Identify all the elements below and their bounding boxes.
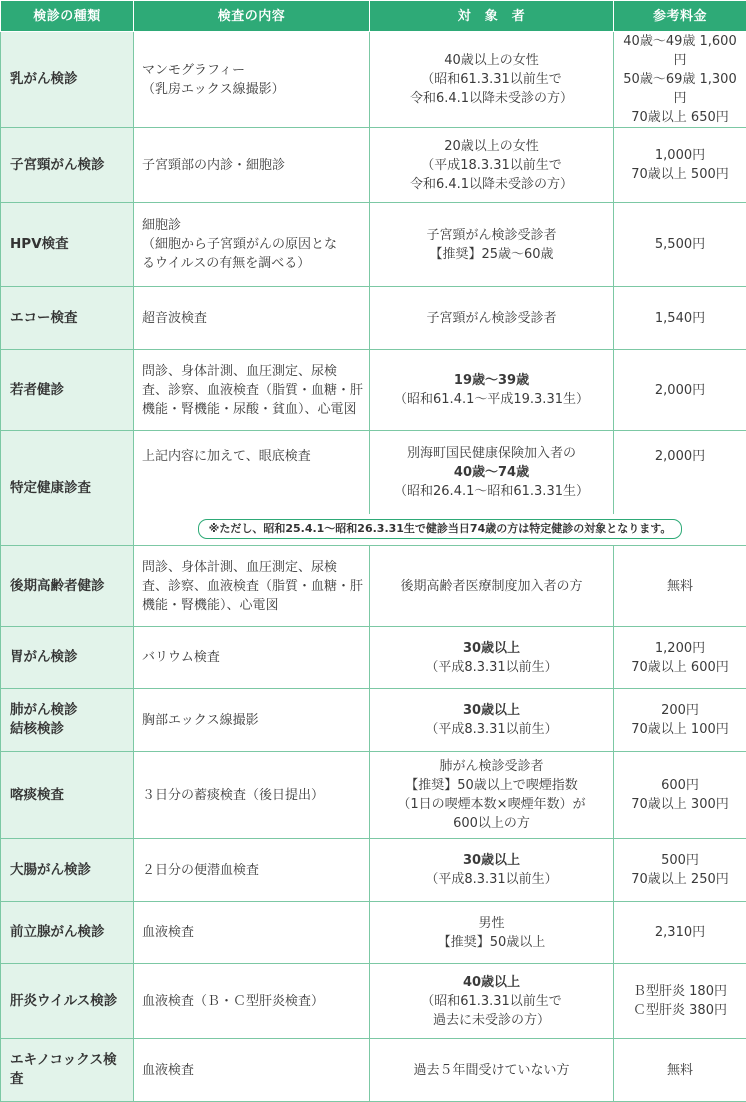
cell-line: （平成8.3.31以前生） bbox=[374, 720, 609, 739]
exam-fee-cell bbox=[614, 902, 746, 964]
cell-line: （昭和26.4.1〜昭和61.3.31生） bbox=[374, 482, 609, 501]
table-row bbox=[1, 32, 746, 128]
cell-line: 問診、身体計測、血圧測定、尿検 bbox=[142, 558, 365, 577]
cell-line: 70歳以上 650円 bbox=[618, 108, 742, 127]
cell-line: 後期高齢者健診 bbox=[10, 577, 129, 596]
exam-fee-cell bbox=[614, 32, 746, 128]
cell-line: （昭和61.3.31以前生で bbox=[374, 992, 609, 1011]
exam-content-cell bbox=[134, 1039, 370, 1102]
cell-line: 過去に未受診の方） bbox=[374, 1011, 609, 1030]
cell-line: 令和6.4.1以降未受診の方） bbox=[374, 175, 609, 194]
cell-line: ２日分の便潜血検査 bbox=[142, 861, 365, 880]
table-body bbox=[1, 32, 746, 1102]
cell-line: 子宮頸部の内診・細胞診 bbox=[142, 156, 365, 175]
cell-line: 200円 bbox=[618, 701, 742, 720]
table-row bbox=[1, 752, 746, 839]
exam-fee-cell bbox=[614, 752, 746, 839]
exam-type-cell bbox=[1, 431, 134, 546]
exam-type-cell bbox=[1, 902, 134, 964]
exam-fee-cell bbox=[614, 128, 746, 203]
cell-line: ３日分の蓄痰検査（後日提出） bbox=[142, 786, 365, 805]
table-row bbox=[1, 902, 746, 964]
cell-line: 細胞診 bbox=[142, 216, 365, 235]
exam-target-cell bbox=[370, 627, 614, 689]
cell-line: エコー検査 bbox=[10, 309, 129, 328]
cell-line: 過去５年間受けていない方 bbox=[374, 1061, 609, 1080]
cell-line: 査、診察、血液検査（脂質・血糖・肝 bbox=[142, 381, 365, 400]
table-header-row bbox=[1, 1, 746, 32]
cell-line: 2,000円 bbox=[618, 447, 742, 466]
cell-line: （細胞から子宮頸がんの原因とな bbox=[142, 235, 365, 254]
table-row bbox=[1, 546, 746, 627]
table-row bbox=[1, 431, 746, 514]
cell-line: るウイルスの有無を調べる） bbox=[142, 254, 365, 273]
exam-content-cell bbox=[134, 839, 370, 902]
cell-line: 肺がん検診 bbox=[10, 701, 129, 720]
table-row bbox=[1, 1039, 746, 1102]
exam-content-cell bbox=[134, 287, 370, 350]
cell-line: 後期高齢者医療制度加入者の方 bbox=[374, 577, 609, 596]
cell-line: 20歳以上の女性 bbox=[374, 137, 609, 156]
cell-line: 1,540円 bbox=[618, 309, 742, 328]
cell-line: 1,000円 bbox=[618, 146, 742, 165]
cell-line: 血液検査 bbox=[142, 923, 365, 942]
cell-line: Ｂ型肝炎 180円 bbox=[618, 982, 742, 1001]
exam-target-cell bbox=[370, 128, 614, 203]
exam-fee-cell bbox=[614, 350, 746, 431]
exam-content-cell bbox=[134, 964, 370, 1039]
cell-line: 70歳以上 300円 bbox=[618, 795, 742, 814]
exam-content-cell bbox=[134, 203, 370, 287]
table-row bbox=[1, 689, 746, 752]
cell-line: 2,310円 bbox=[618, 923, 742, 942]
exam-content-cell bbox=[134, 431, 370, 514]
cell-line: 70歳以上 600円 bbox=[618, 658, 742, 677]
exam-content-cell bbox=[134, 546, 370, 627]
exam-target-cell bbox=[370, 32, 614, 128]
exam-content-cell bbox=[134, 350, 370, 431]
cell-line: 5,500円 bbox=[618, 235, 742, 254]
header-fee: 参考料金 bbox=[614, 1, 746, 32]
exam-fee-cell bbox=[614, 627, 746, 689]
cell-line: 【推奨】25歳〜60歳 bbox=[374, 245, 609, 264]
table-row bbox=[1, 964, 746, 1039]
cell-line: 19歳〜39歳 bbox=[374, 371, 609, 390]
cell-line: 子宮頸がん検診受診者 bbox=[374, 309, 609, 328]
cell-line: 2,000円 bbox=[618, 381, 742, 400]
cell-line: 無料 bbox=[618, 1061, 742, 1080]
exam-target-cell bbox=[370, 431, 614, 514]
cell-line: 30歳以上 bbox=[374, 639, 609, 658]
exam-target-cell bbox=[370, 839, 614, 902]
exam-type-cell bbox=[1, 546, 134, 627]
cell-line: 50歳〜69歳 1,300円 bbox=[618, 70, 742, 108]
cell-line: 600円 bbox=[618, 776, 742, 795]
exam-fee-cell bbox=[614, 546, 746, 627]
exam-fee-cell bbox=[614, 431, 746, 514]
header-content: 検査の内容 bbox=[134, 1, 370, 32]
cell-line: （乳房エックス線撮影） bbox=[142, 80, 365, 99]
cell-line: （1日の喫煙本数×喫煙年数）が bbox=[374, 795, 609, 814]
table-row bbox=[1, 350, 746, 431]
note-cell bbox=[134, 514, 746, 546]
cell-line: 胸部エックス線撮影 bbox=[142, 711, 365, 730]
exam-content-cell bbox=[134, 627, 370, 689]
cell-line: バリウム検査 bbox=[142, 648, 365, 667]
exam-type-cell bbox=[1, 32, 134, 128]
cell-line: 若者健診 bbox=[10, 381, 129, 400]
exam-content-cell bbox=[134, 902, 370, 964]
header-target: 対 象 者 bbox=[370, 1, 614, 32]
cell-line: 40歳〜49歳 1,600円 bbox=[618, 32, 742, 70]
cell-line: 血液検査 bbox=[142, 1061, 365, 1080]
exam-target-cell bbox=[370, 902, 614, 964]
exam-fee-cell bbox=[614, 689, 746, 752]
exam-type-cell bbox=[1, 627, 134, 689]
exam-content-cell bbox=[134, 32, 370, 128]
table-row bbox=[1, 627, 746, 689]
exam-fee-cell bbox=[614, 839, 746, 902]
cell-line: エキノコックス検査 bbox=[10, 1051, 129, 1089]
cell-line: 結核検診 bbox=[10, 720, 129, 739]
exam-type-cell bbox=[1, 839, 134, 902]
cell-line: HPV検査 bbox=[10, 235, 129, 254]
cell-line: 70歳以上 250円 bbox=[618, 870, 742, 889]
cell-line: （平成8.3.31以前生） bbox=[374, 658, 609, 677]
cell-line: 30歳以上 bbox=[374, 851, 609, 870]
exam-target-cell bbox=[370, 546, 614, 627]
header-type: 検診の種類 bbox=[1, 1, 134, 32]
exam-type-cell bbox=[1, 689, 134, 752]
cell-line: 上記内容に加えて、眼底検査 bbox=[142, 447, 365, 466]
exam-type-cell bbox=[1, 964, 134, 1039]
cell-line: 機能・腎機能・尿酸・貧血）、心電図 bbox=[142, 400, 365, 419]
cell-line: 30歳以上 bbox=[374, 701, 609, 720]
cell-line: 令和6.4.1以降未受診の方） bbox=[374, 89, 609, 108]
cell-line: 前立腺がん検診 bbox=[10, 923, 129, 942]
cell-line: （平成8.3.31以前生） bbox=[374, 870, 609, 889]
exam-type-cell bbox=[1, 203, 134, 287]
exam-fee-cell bbox=[614, 287, 746, 350]
exam-type-cell bbox=[1, 128, 134, 203]
cell-line: 70歳以上 100円 bbox=[618, 720, 742, 739]
exam-content-cell bbox=[134, 128, 370, 203]
exam-target-cell bbox=[370, 287, 614, 350]
cell-line: 肝炎ウイルス検診 bbox=[10, 992, 129, 1011]
exam-type-cell bbox=[1, 350, 134, 431]
cell-line: （平成18.3.31以前生で bbox=[374, 156, 609, 175]
cell-line: 問診、身体計測、血圧測定、尿検 bbox=[142, 362, 365, 381]
exam-target-cell bbox=[370, 689, 614, 752]
cell-line: 600以上の方 bbox=[374, 814, 609, 833]
exam-type-cell bbox=[1, 287, 134, 350]
exam-content-cell bbox=[134, 689, 370, 752]
cell-line: 機能・腎機能）、心電図 bbox=[142, 596, 365, 615]
cell-line: 肺がん検診受診者 bbox=[374, 757, 609, 776]
cell-line: Ｃ型肝炎 380円 bbox=[618, 1001, 742, 1020]
cell-line: 40歳以上 bbox=[374, 973, 609, 992]
cell-line: 子宮頸がん検診 bbox=[10, 156, 129, 175]
cell-line: 70歳以上 500円 bbox=[618, 165, 742, 184]
special-note: ※ただし、昭和25.4.1〜昭和26.3.31生で健診当日74歳の方は特定健診の対象となります。 bbox=[198, 519, 683, 539]
cell-line: 胃がん検診 bbox=[10, 648, 129, 667]
table-row bbox=[1, 287, 746, 350]
cell-line: 40歳〜74歳 bbox=[374, 463, 609, 482]
cell-line: 1,200円 bbox=[618, 639, 742, 658]
exam-target-cell bbox=[370, 203, 614, 287]
cell-line: 大腸がん検診 bbox=[10, 861, 129, 880]
cell-line: 血液検査（Ｂ・Ｃ型肝炎検査） bbox=[142, 992, 365, 1011]
cell-line: 超音波検査 bbox=[142, 309, 365, 328]
cell-line: 別海町国民健康保険加入者の bbox=[374, 444, 609, 463]
exam-target-cell bbox=[370, 350, 614, 431]
cell-line: 【推奨】50歳以上 bbox=[374, 933, 609, 952]
cell-line: （昭和61.3.31以前生で bbox=[374, 70, 609, 89]
cell-line: （昭和61.4.1〜平成19.3.31生） bbox=[374, 390, 609, 409]
cell-line: 特定健康診査 bbox=[10, 479, 129, 498]
exam-type-cell bbox=[1, 752, 134, 839]
exam-target-cell bbox=[370, 1039, 614, 1102]
exam-type-cell bbox=[1, 1039, 134, 1102]
cell-line: 査、診察、血液検査（脂質・血糖・肝 bbox=[142, 577, 365, 596]
exam-target-cell bbox=[370, 752, 614, 839]
cell-line: 無料 bbox=[618, 577, 742, 596]
cell-line: 500円 bbox=[618, 851, 742, 870]
exam-fee-cell bbox=[614, 203, 746, 287]
cell-line: 子宮頸がん検診受診者 bbox=[374, 226, 609, 245]
exam-target-cell bbox=[370, 964, 614, 1039]
cell-line: 男性 bbox=[374, 914, 609, 933]
cell-line: 【推奨】50歳以上で喫煙指数 bbox=[374, 776, 609, 795]
cell-line: 乳がん検診 bbox=[10, 70, 129, 89]
exam-content-cell bbox=[134, 752, 370, 839]
table-row bbox=[1, 839, 746, 902]
table-row bbox=[1, 203, 746, 287]
exam-fee-cell bbox=[614, 1039, 746, 1102]
cell-line: 喀痰検査 bbox=[10, 786, 129, 805]
table-row bbox=[1, 128, 746, 203]
cell-line: マンモグラフィー bbox=[142, 61, 365, 80]
exam-fee-cell bbox=[614, 964, 746, 1039]
cell-line: 40歳以上の女性 bbox=[374, 51, 609, 70]
